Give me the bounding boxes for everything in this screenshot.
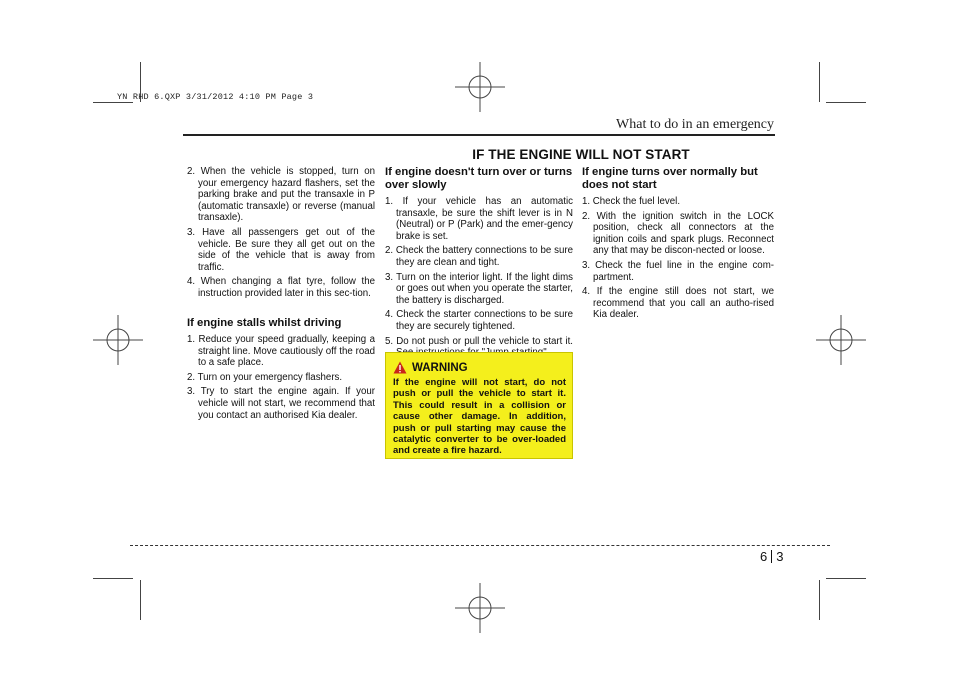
page-index: 3 — [776, 549, 784, 564]
crop-mark-tr-h — [826, 102, 866, 103]
heading-engine-turns-over: If engine turns over normally but does not start — [582, 166, 758, 191]
warning-body: If the engine will not start, do not push or pull the vehicle to start it. This could result in a collision or cause other damage. In addition, push or pull starting may cause the catalytic converter to be over-loaded and create a fire hazard. — [393, 377, 566, 457]
list-item: 1. Reduce your speed gradually, keeping a straight line. Move cautiously off the road to a safe place. — [187, 334, 375, 369]
registration-mark-right — [816, 315, 866, 365]
list-item: 2. When the vehicle is stopped, turn on your emergency hazard flashers, set the parking brake and put the transaxle in P (automatic transaxle) or reverse (manual transaxle). — [187, 166, 375, 224]
list-item: 4. When changing a flat tyre, follow the instruction provided later in this sec-tion. — [187, 276, 375, 299]
steps-list-4 — [582, 196, 774, 321]
print-slug: YN RHD 6.QXP 3/31/2012 4:10 PM Page 3 — [117, 92, 314, 102]
steps-list-2 — [187, 334, 375, 421]
warning-title: WARNING — [412, 361, 468, 374]
warning-header — [393, 361, 566, 374]
list-item: 1. Check the fuel level. — [582, 196, 681, 207]
list-item: 3. Turn on the interior light. If the light dims or goes out when you operate the starter, the battery is discharged. — [385, 271, 573, 306]
warning-triangle-icon — [393, 361, 407, 374]
crop-mark-br-h — [826, 578, 866, 579]
heading-engine-stalls: If engine stalls whilst driving — [187, 316, 342, 329]
list-item: 4. Check the starter connections to be sure they are securely tightened. — [385, 309, 573, 332]
crop-mark-br-v — [819, 580, 820, 620]
list-item: 2. Check the battery connections to be sure they are clean and tight. — [385, 245, 573, 268]
steps-list-3 — [385, 196, 573, 359]
warning-box — [385, 352, 573, 459]
crop-mark-tr-v — [819, 62, 820, 102]
list-item: 1. If your vehicle has an automatic transaxle, be sure the shift lever is in N (Neutral) or P (Park) and the emer-gency brake is set. — [385, 196, 573, 242]
registration-mark-top — [455, 62, 505, 112]
registration-mark-bottom — [455, 583, 505, 633]
column-3 — [582, 166, 774, 324]
crop-mark-bl-h — [93, 578, 133, 579]
header-title: What to do in an emergency — [616, 117, 774, 132]
list-item: 3. Try to start the engine again. If your vehicle will not start, we recommend that you contact an authorised Kia dealer. — [187, 386, 375, 421]
section-title: IF THE ENGINE WILL NOT START — [472, 147, 690, 162]
page-number — [760, 549, 783, 564]
column-2 — [385, 166, 573, 362]
column-1 — [187, 166, 375, 424]
page-number-divider — [771, 550, 772, 563]
list-item: 4. If the engine still does not start, we recommend that you call an autho-rised Kia dealer. — [582, 286, 774, 321]
list-item: 3. Have all passengers get out of the vehicle. Be sure they all get out on the side of the vehicle that is away from traffic. — [187, 226, 375, 273]
list-item: 5. Do not push or pull the vehicle to start it. — [385, 335, 573, 347]
crop-mark-tl-h — [93, 102, 133, 103]
registration-mark-left — [93, 315, 143, 365]
list-item: 3. Check the fuel line in the engine com-partment. — [582, 259, 774, 283]
header-rule — [183, 134, 775, 136]
list-item: 2. Turn on your emergency flashers. — [187, 371, 343, 383]
crop-mark-bl-v — [140, 580, 141, 620]
heading-engine-doesnt-turn: If engine doesn't turn over or turns over slowly — [385, 166, 573, 191]
list-item: 2. With the ignition switch in the LOCK position, check all connectors at the ignition coils and spark plugs. Reconnect any that may be discon-nected or loose. — [582, 210, 774, 257]
steps-list-1 — [187, 166, 375, 300]
footer-rule — [130, 545, 830, 546]
chapter-number: 6 — [760, 549, 768, 564]
